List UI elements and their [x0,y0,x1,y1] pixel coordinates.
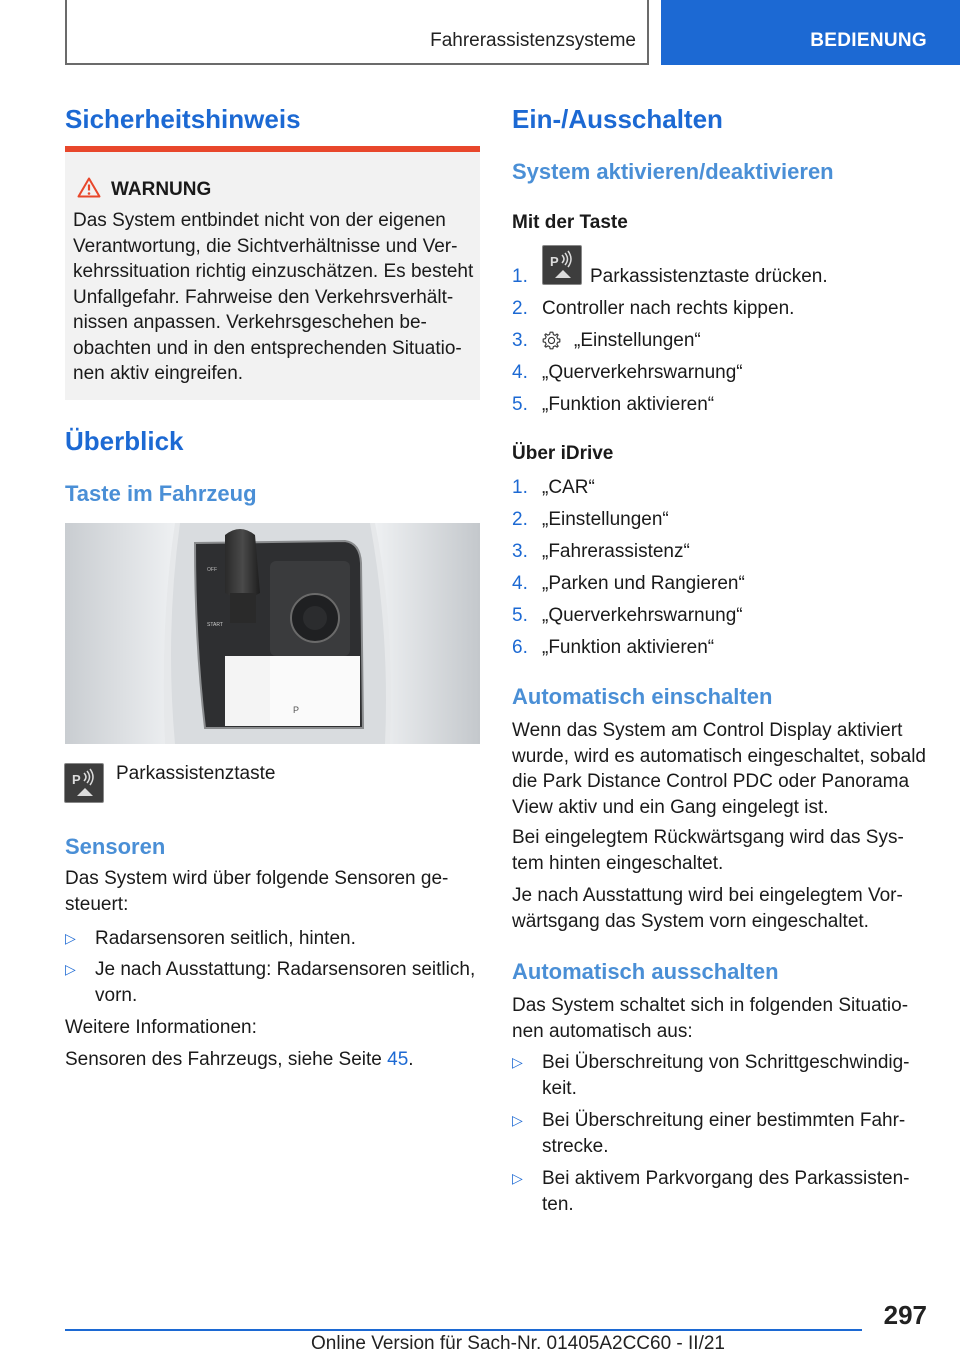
triangle-bullet-icon: ▷ [512,1112,523,1128]
subheading-via-idrive: Über iDrive [512,443,614,464]
warning-box [65,146,480,400]
heading-auto-on: Automatisch einschalten [512,684,773,709]
gear-icon [541,330,562,351]
warning-title: WARNUNG [111,179,212,200]
center-console-photo [65,523,480,744]
triangle-bullet-icon: ▷ [65,930,76,946]
warning-triangle-icon [77,177,101,198]
triangle-bullet-icon: ▷ [65,961,76,977]
header-chapter-tab [661,0,960,65]
header-section-title: Fahrerassistenzsysteme [430,30,636,51]
heading-safety: Sicherheitshinweis [65,104,301,134]
header-chapter-title: BEDIENUNG [810,30,927,51]
park-assist-button-icon [64,763,104,803]
warning-text: Das System entbindet nicht von der eigenen Verantwortung, die Sichtverhältnisse und Ver-kehrssituation richtig einzuschätzen. Es besteht Unfallgefahr. Fahrweise den Verkehrsverhält-nissen anpassen. Verkehrsgeschehen be-obachten und in den entsprechenden Situatio-nen aktiv eingreifen. [73,210,474,384]
page-number: 297 [883,1300,927,1330]
footer-version-text: Online Version für Sach-Nr. 01405A2CC60 - II/21 [311,1333,726,1354]
heading-sensors: Sensoren [65,834,166,859]
page-link[interactable]: 45 [387,1049,409,1070]
triangle-bullet-icon: ▷ [512,1054,523,1070]
auto-off-paragraph: Das System schaltet sich in folgenden Situatio-nen automatisch aus: [512,995,909,1042]
auto-on-paragraph-3: Je nach Ausstattung wird bei eingelegtem Vor-wärtsgang das System vorn eingeschaltet. [512,885,903,932]
footer-rule [65,1329,862,1331]
cross-reference: Sensoren des Fahrzeugs, siehe Seite 45. [65,1049,414,1070]
heading-activate-system: System aktivieren/deaktivieren [512,159,834,184]
auto-on-paragraph-2: Bei eingelegtem Rückwärtsgang wird das Sys-tem hinten eingeschaltet. [512,827,904,874]
sensors-intro: Das System wird über folgende Sensoren ge-steuert: [65,868,449,915]
heading-overview: Überblick [65,426,184,456]
svg-text:P: P [72,772,81,787]
svg-text:OFF: OFF [207,567,217,573]
park-assist-button-caption: Parkassistenztaste [116,763,276,784]
list-item: ▷ Je nach Ausstattung: Radarsensoren seitlich, vorn. [65,959,476,1006]
svg-text:P: P [550,254,559,269]
heading-auto-off: Automatisch ausschalten [512,959,779,984]
heading-on-off: Ein-/Ausschalten [512,104,723,134]
auto-on-paragraph-1: Wenn das System am Control Display aktiviert wurde, wird es automatisch eingeschaltet, sobald die Park Distance Control PDC oder Panorama View aktiv und ein Gang eingelegt ist. [512,720,927,818]
park-assist-button-icon [542,245,582,285]
heading-button-in-vehicle: Taste im Fahrzeug [65,481,257,506]
svg-text:START: START [207,622,223,628]
triangle-bullet-icon: ▷ [512,1170,523,1186]
svg-text:P: P [293,705,300,715]
more-info-label: Weitere Informationen: [65,1017,257,1038]
subheading-with-button: Mit der Taste [512,212,628,233]
